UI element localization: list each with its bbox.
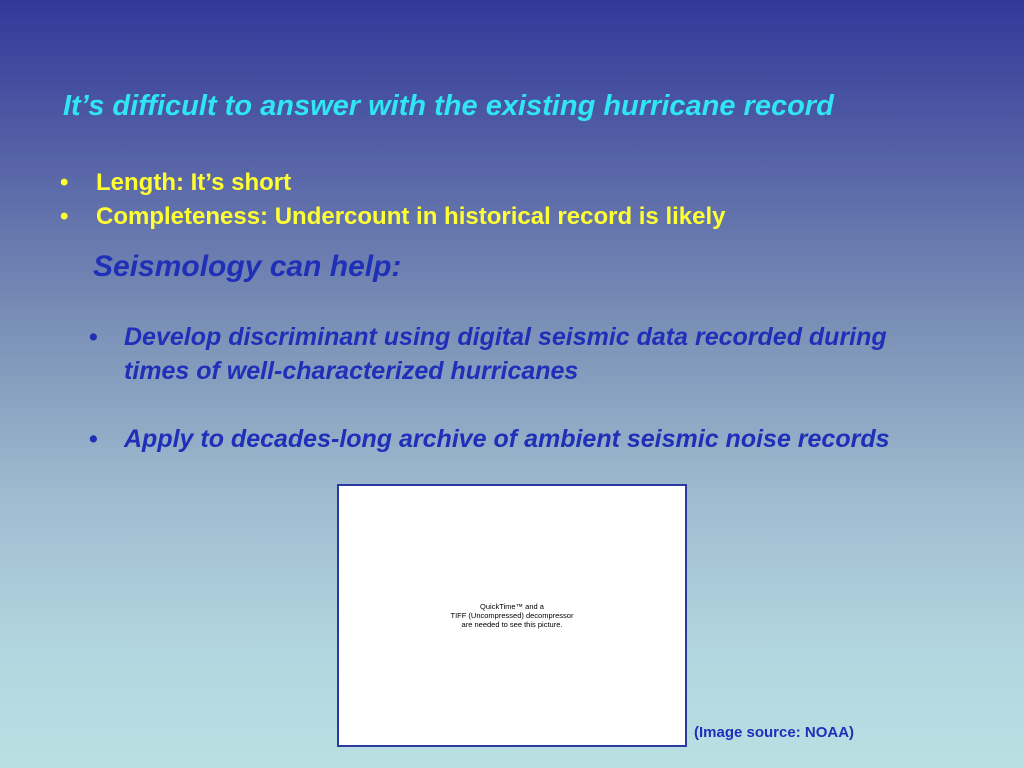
problem-text: Length: It’s short (96, 169, 292, 196)
subheading: Seismology can help: (93, 250, 402, 283)
slide-title: It’s difficult to answer with the existing hurricane record (63, 90, 834, 122)
image-source-caption: (Image source: NOAA) (694, 724, 855, 741)
problem-text: Completeness: Undercount in historical record is likely (96, 203, 726, 230)
bullet-icon: • (89, 425, 98, 453)
bullet-icon: • (60, 169, 69, 196)
placeholder-line: QuickTime™ and a (480, 602, 544, 611)
problem-list (60, 166, 726, 234)
placeholder-message (339, 602, 685, 629)
solution-text: Develop discriminant using digital seismic data recorded during times of well-characterized hurricanes (124, 323, 887, 385)
problem-item-length (60, 166, 726, 200)
solution-list (89, 320, 919, 456)
image-placeholder (337, 484, 687, 747)
solution-text: Apply to decades-long archive of ambient seismic noise records (124, 425, 890, 453)
placeholder-line: TIFF (Uncompressed) decompressor (450, 611, 574, 620)
bullet-icon: • (89, 323, 98, 351)
solution-item-archive (89, 422, 919, 456)
problem-item-completeness (60, 200, 726, 234)
bullet-icon: • (60, 203, 69, 230)
placeholder-line: are needed to see this picture. (461, 620, 563, 629)
solution-item-discriminant (89, 320, 919, 388)
